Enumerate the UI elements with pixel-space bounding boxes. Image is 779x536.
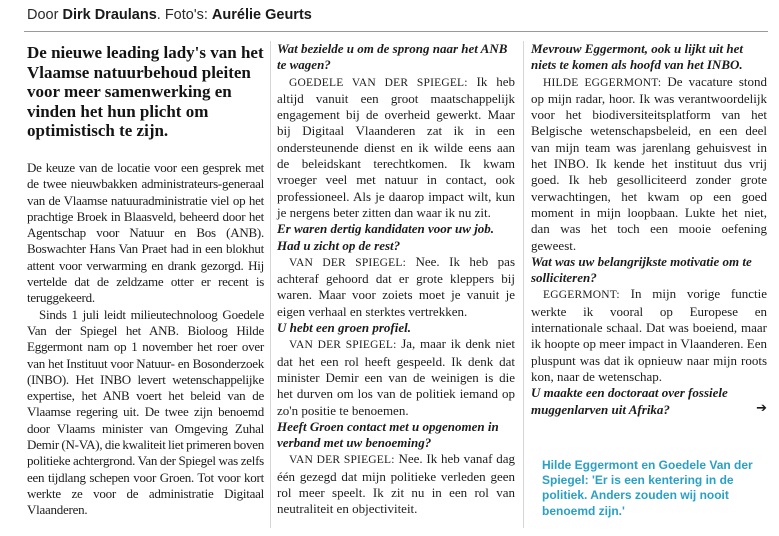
question-7-row — [531, 385, 767, 418]
article-column-1 — [27, 41, 264, 536]
answer-5: De vacature stond op mijn radar, hoor. Ik was verantwoordelijk voor het biodiversiteitsplatform van het Belgische wetenschapsbeleid, en een deel van mijn team was jarenlang gehuisvest in het INBO. Ik kende het instituut dus vrij goed. Ik heb gesolliciteerd zonder grote verwachtingen, het kwam op een goed moment in mijn loopbaan. Lukte het niet, dan was het toch een mooie oefening geweest. — [531, 73, 767, 253]
answer-3: Ja, maar ik denk niet dat het een rol heeft gespeeld. Ik denk dat minister Demir een van de weinigen is die het durven om los van de politiek iemand op zo'n positie te benoemen. — [277, 336, 516, 418]
speaker-5: HILDE EGGERMONT: — [543, 76, 662, 89]
column-divider-2 — [523, 41, 524, 528]
continue-arrow-icon[interactable]: ➔ — [756, 400, 767, 416]
question-6: Wat was uw belangrijkste motivatie om te solliciteren? — [531, 253, 752, 286]
speaker-4: VAN DER SPIEGEL: — [289, 454, 395, 467]
speaker-6: EGGERMONT: — [543, 289, 620, 302]
column-divider-1 — [270, 41, 271, 528]
answer-4: Nee. Ik heb vanaf dag één gezegd dat mijn politieke verleden geen rol meer speelt. Ik zit nu in een rol van neutraliteit en objectiviteit. — [277, 451, 516, 517]
answer-2: Nee. Ik heb pas achteraf gehoord dat er grote kleppers bij waren. Maar voor zoiets moet je vanuit je eigen verhaal en sterktes vertrekken. — [277, 253, 515, 319]
byline — [27, 7, 767, 23]
question-2: Er waren dertig kandidaten voor uw job. Had u zicht op de rest? — [277, 221, 495, 253]
byline-door: Door — [27, 7, 63, 23]
body-paragraph-2: Sinds 1 juli leidt milieutechnoloog Goedele Van der Spiegel het ANB. Bioloog Hilde Eggermont nam op 1 november het roer over van het Instituut voor Natuur- en Bosonderzoek (INBO). Het INBO levert wetenschappelijke expertise, het ANB voert het beleid van de Vlaamse regering uit. De twee zijn benoemd door Vlaams minister van Omgeving Zuhal Demir (N-VA), die kwaliteit liet primeren boven politieke achtergrond. Van der Spiegel was zelfs een tijdlang schepen voor Groen. Tot voor kort werkte ze voor de administratie Digitaal Vlaanderen. — [27, 306, 264, 518]
question-7: U maakte een doctoraat over fossiele muggenlarven uit Afrika? — [531, 385, 728, 417]
speaker-3: VAN DER SPIEGEL: — [289, 339, 397, 352]
article-column-2 — [277, 41, 515, 536]
byline-author: Dirk Draulans — [62, 7, 157, 23]
speaker-1: GOEDELE VAN DER SPIEGEL: — [289, 76, 468, 89]
photo-caption: Hilde Eggermont en Goedele Van der Spiegel: 'Er is een kentering in de politiek. Anders zouden wij nooit benoemd zijn.' — [542, 458, 753, 518]
body-paragraph-1: De keuze van de locatie voor een gesprek met de twee nieuwbakken administrateurs-generaal van de Vlaamse natuuradministratie viel op het prachtige Broek in Blaasveld, beheerd door het Agentschap voor Natuur en Bos (ANB). Boswachter Hans Van Praet had in een blokhut attent voor verwarming en drank gezorgd. Hij vertelde dat de zeldzame otter er recent is teruggekeerd. — [27, 159, 264, 306]
byline-photographer: Aurélie Geurts — [211, 7, 312, 23]
question-5: Mevrouw Eggermont, ook u lijkt uit het niets te komen als hoofd van het INBO. — [531, 41, 744, 73]
article-lead: De nieuwe leading lady's van het Vlaamse natuurbehoud pleiten voor meer samenwerking en vinden het hun plicht om optimistisch te zijn. — [27, 43, 264, 141]
answer-1: Ik heb altijd vanuit een groot maatschappelijk engagement bij de overheid gewerkt. Maar bij Digitaal Vlaanderen zat ik in een ondersteunende dienst en ik wilde eens aan de beleidskant terechtkomen. Ik kwam vroeger veel met natuur in contact, ook professioneel. Als je daarop impact wilt, kun je nergens beter zitten dan waar ik nu zit. — [277, 73, 515, 220]
byline-foto: . Foto's: — [156, 7, 212, 23]
speaker-2: VAN DER SPIEGEL: — [289, 256, 407, 269]
top-rule — [24, 31, 768, 32]
question-3: U hebt een groen profiel. — [277, 320, 411, 336]
question-4: Heeft Groen contact met u opgenomen in verband met uw benoeming? — [277, 418, 499, 451]
question-1: Wat bezielde u om de sprong naar het ANB te wagen? — [277, 41, 508, 73]
answer-6: In mijn vorige functie werkte ik vooral op Europese en internationale schaal. Dat was boeiend, maar ik hoopte op meer impact in Vlaanderen. Een pluspunt was dat ik opnieuw naar mijn roots kon, naar de wetenschap. — [531, 286, 767, 384]
